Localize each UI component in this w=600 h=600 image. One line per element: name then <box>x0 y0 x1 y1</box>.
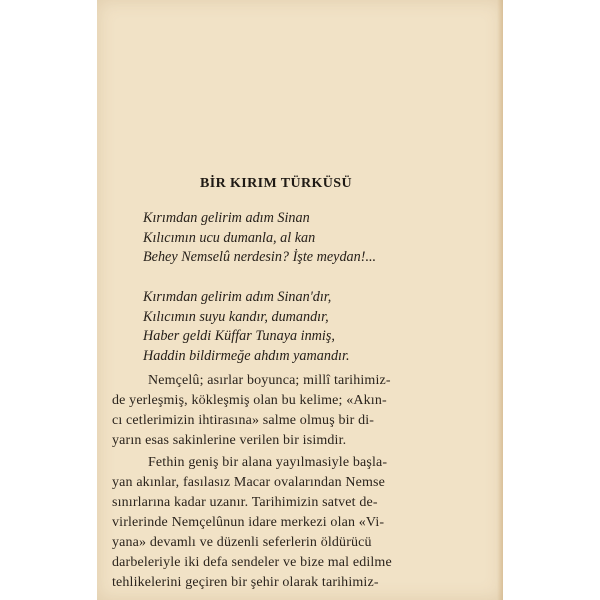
text-line: sınırlarına kadar uzanır. Tarihimizin satvet de- <box>112 495 378 510</box>
verse-line: Kılıcımın ucu dumanla, al kan <box>143 229 316 246</box>
text-line: yana» devamlı ve düzenli seferlerin öldürücü <box>112 535 372 550</box>
verse-line: Behey Nemselû nerdesin? İşte meydan!... <box>143 249 377 265</box>
prose-paragraph-1 <box>112 371 472 451</box>
text-line: tehlikelerini geçiren bir şehir olarak tarihimiz- <box>112 575 379 590</box>
poem-stanza-2 <box>143 288 463 366</box>
poem-stanza-1 <box>143 209 463 268</box>
text-line: Nemçelû; asırlar boyunca; millî tarihimiz- <box>148 373 391 388</box>
verse-line: Kılıcımın suyu kandır, dumandır, <box>143 308 329 325</box>
prose-paragraph-2 <box>112 453 472 593</box>
text-line: Fethin geniş bir alana yayılmasiyle başla- <box>148 455 388 470</box>
verse-line: Kırımdan gelirim adım Sinan'dır, <box>143 289 332 305</box>
verse-line: Kırımdan gelirim adım Sinan <box>143 210 310 226</box>
text-line: yarın esas sakinlerine verilen bir isimdir. <box>112 433 347 448</box>
verse-line: Haddin bildirmeğe ahdım yamandır. <box>143 347 350 364</box>
text-line: de yerleşmiş, kökleşmiş olan bu kelime; «Akın- <box>112 393 387 408</box>
verse-line: Haber geldi Küffar Tunaya inmiş, <box>143 328 335 344</box>
text-line: darbeleriyle iki defa sendeler ve bize mal edilme <box>112 555 392 570</box>
poem-title: BİR KIRIM TÜRKÜSÜ <box>200 176 353 191</box>
text-line: yan akınlar, fasılasız Macar ovalarından Nemse <box>112 475 386 490</box>
text-line: virlerinde Nemçelûnun idare merkezi olan «Vi- <box>112 515 385 530</box>
text-line: cı cetlerimizin ihtirasına» salme olmuş bir di- <box>112 413 375 428</box>
